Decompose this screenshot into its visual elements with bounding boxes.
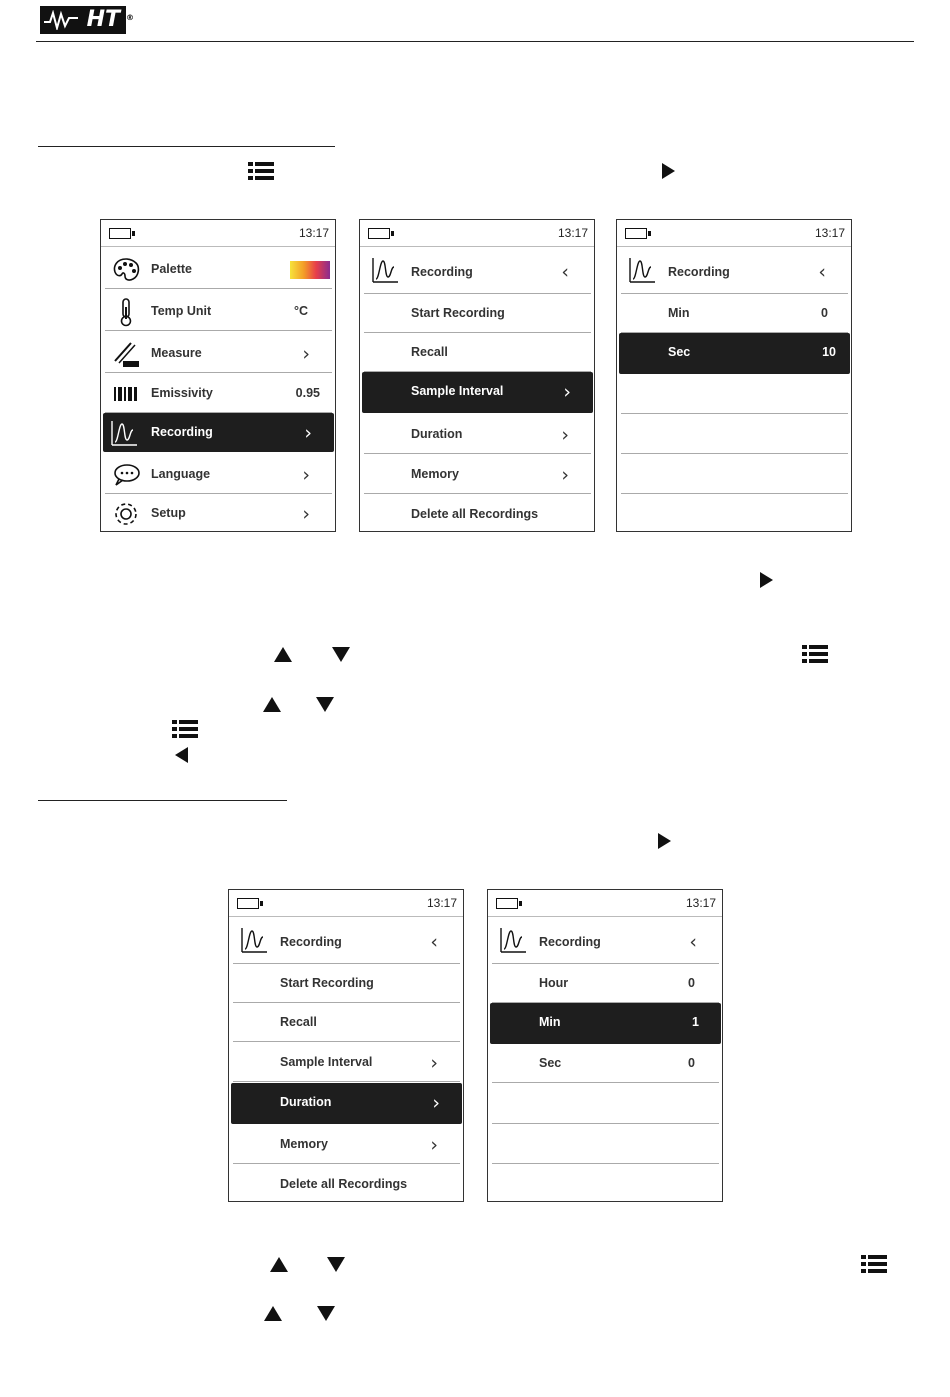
screen-duration [487, 889, 723, 1202]
recording-header[interactable] [233, 920, 460, 964]
palette-icon [111, 255, 141, 285]
menu-label: Sample Interval [280, 1055, 373, 1069]
row-value: 0 [821, 306, 828, 320]
menu-item-palette[interactable] [105, 250, 332, 289]
clock: 13:17 [426, 896, 457, 910]
gear-icon [111, 499, 141, 529]
chevron-right-icon: › [302, 464, 310, 486]
menu-label: Memory [280, 1137, 328, 1151]
row-value: 1 [692, 1015, 699, 1029]
menu-item-recall[interactable] [233, 1003, 460, 1042]
clock: 13:17 [298, 226, 329, 240]
menu-item-recording[interactable] [103, 413, 334, 452]
menu-item-delete-all[interactable] [233, 1165, 460, 1204]
battery-icon [109, 228, 131, 239]
menu-item-memory[interactable] [364, 455, 591, 494]
arrow-left-icon [175, 747, 188, 763]
battery-icon [625, 228, 647, 239]
menu-item-temp-unit[interactable] [105, 292, 332, 331]
menu-item-memory[interactable] [233, 1125, 460, 1164]
menu-item-start-recording[interactable] [364, 294, 591, 333]
speech-bubble-icon [111, 460, 141, 490]
waveform-icon [239, 925, 269, 955]
menu-label: Recall [411, 345, 448, 359]
menu-label: Duration [280, 1095, 332, 1109]
status-bar [617, 220, 851, 247]
waveform-icon [370, 255, 400, 285]
row-label: Min [539, 1015, 561, 1029]
menu-label-measure: Measure [151, 346, 202, 360]
screen-main-menu [100, 219, 336, 532]
menu-label-emissivity: Emissivity [151, 386, 213, 400]
menu-label-recording: Recording [151, 425, 213, 439]
menu-item-sample-interval[interactable] [233, 1043, 460, 1082]
menu-list-icon [248, 162, 274, 180]
menu-list-icon [861, 1255, 887, 1273]
arrow-up-icon [264, 1306, 282, 1321]
recording-title: Recording [539, 935, 601, 949]
row-label: Min [668, 306, 690, 320]
menu-item-measure[interactable] [105, 334, 332, 373]
chevron-right-icon: › [302, 503, 310, 525]
empty-row [492, 1084, 719, 1124]
chevron-left-icon[interactable]: ‹ [430, 931, 438, 953]
status-bar [360, 220, 594, 247]
status-bar [101, 220, 335, 247]
clock: 13:17 [685, 896, 716, 910]
menu-list-icon [172, 720, 198, 738]
arrow-up-icon [263, 697, 281, 712]
chevron-right-icon: › [563, 381, 571, 403]
chevron-right-icon: › [302, 343, 310, 365]
chevron-right-icon: › [430, 1052, 438, 1074]
recording-header[interactable] [364, 250, 591, 294]
menu-label-language: Language [151, 467, 211, 481]
menu-item-duration[interactable] [231, 1083, 462, 1124]
arrow-right-icon [662, 163, 675, 179]
recording-title: Recording [411, 265, 473, 279]
menu-item-setup[interactable] [105, 494, 332, 533]
row-value: 0 [688, 1056, 695, 1070]
temp-unit-value: °C [293, 304, 308, 318]
empty-row [492, 1124, 719, 1164]
recording-title: Recording [280, 935, 342, 949]
empty-row [621, 414, 848, 454]
chevron-right-icon: › [304, 422, 312, 444]
chevron-right-icon: › [561, 424, 569, 446]
battery-icon [496, 898, 518, 909]
chevron-right-icon: › [430, 1134, 438, 1156]
value-row-min[interactable] [490, 1003, 721, 1044]
status-bar [229, 890, 463, 917]
value-row-hour[interactable] [492, 964, 719, 1003]
clock: 13:17 [814, 226, 845, 240]
screen-recording-menu-duration [228, 889, 464, 1202]
arrow-down-icon [332, 647, 350, 662]
menu-label: Start Recording [411, 306, 505, 320]
logo-text: HT [86, 7, 120, 32]
chevron-right-icon: › [561, 464, 569, 486]
section-heading-underline [38, 146, 335, 147]
row-value: 0 [688, 976, 695, 990]
arrow-up-icon [274, 647, 292, 662]
arrow-down-icon [327, 1257, 345, 1272]
arrow-up-icon [270, 1257, 288, 1272]
arrow-down-icon [316, 697, 334, 712]
status-bar [488, 890, 722, 917]
waveform-icon [109, 418, 139, 448]
menu-item-recall[interactable] [364, 333, 591, 372]
header-rule [36, 41, 914, 42]
screen-recording-menu [359, 219, 595, 532]
recording-header[interactable] [492, 920, 719, 964]
menu-label-palette: Palette [151, 262, 192, 276]
recording-header[interactable] [621, 250, 848, 294]
chevron-left-icon[interactable]: ‹ [689, 931, 697, 953]
barcode-icon [111, 379, 141, 409]
arrow-right-icon [658, 833, 671, 849]
battery-icon [237, 898, 259, 909]
menu-item-language[interactable] [105, 455, 332, 494]
waveform-icon [498, 925, 528, 955]
menu-label: Duration [411, 427, 463, 441]
row-label: Hour [539, 976, 569, 990]
battery-icon [368, 228, 390, 239]
logo-wave-icon [44, 10, 78, 30]
row-label: Sec [539, 1056, 562, 1070]
empty-row [621, 454, 848, 494]
arrow-down-icon [317, 1306, 335, 1321]
menu-item-emissivity[interactable] [105, 374, 332, 413]
row-value: 10 [822, 345, 836, 359]
menu-label: Recall [280, 1015, 317, 1029]
row-label: Sec [668, 345, 691, 359]
waveform-icon [627, 255, 657, 285]
measure-icon [111, 339, 141, 369]
menu-item-delete-all[interactable] [364, 495, 591, 534]
menu-list-icon [802, 645, 828, 663]
screen-sample-interval [616, 219, 852, 532]
chevron-left-icon[interactable]: ‹ [561, 261, 569, 283]
chevron-left-icon[interactable]: ‹ [818, 261, 826, 283]
menu-label: Sample Interval [411, 384, 504, 398]
palette-gradient-swatch [290, 261, 330, 279]
emissivity-value: 0.95 [295, 386, 320, 400]
menu-item-sample-interval[interactable] [362, 372, 593, 413]
menu-label: Delete all Recordings [280, 1177, 408, 1191]
menu-label: Memory [411, 467, 459, 481]
value-row-sec[interactable] [619, 333, 850, 374]
menu-label-temp-unit: Temp Unit [151, 304, 212, 318]
empty-row [621, 374, 848, 414]
ht-logo: HT ® [40, 6, 126, 34]
menu-label: Delete all Recordings [411, 507, 539, 521]
value-row-min[interactable] [621, 294, 848, 333]
chevron-right-icon: › [432, 1092, 440, 1114]
section-heading-underline [38, 800, 287, 801]
arrow-right-icon [760, 572, 773, 588]
thermometer-icon [111, 297, 141, 327]
menu-label: Start Recording [280, 976, 374, 990]
menu-item-start-recording[interactable] [233, 964, 460, 1003]
value-row-sec[interactable] [492, 1044, 719, 1083]
menu-label-setup: Setup [151, 506, 186, 520]
menu-item-duration[interactable] [364, 415, 591, 454]
recording-title: Recording [668, 265, 730, 279]
clock: 13:17 [557, 226, 588, 240]
